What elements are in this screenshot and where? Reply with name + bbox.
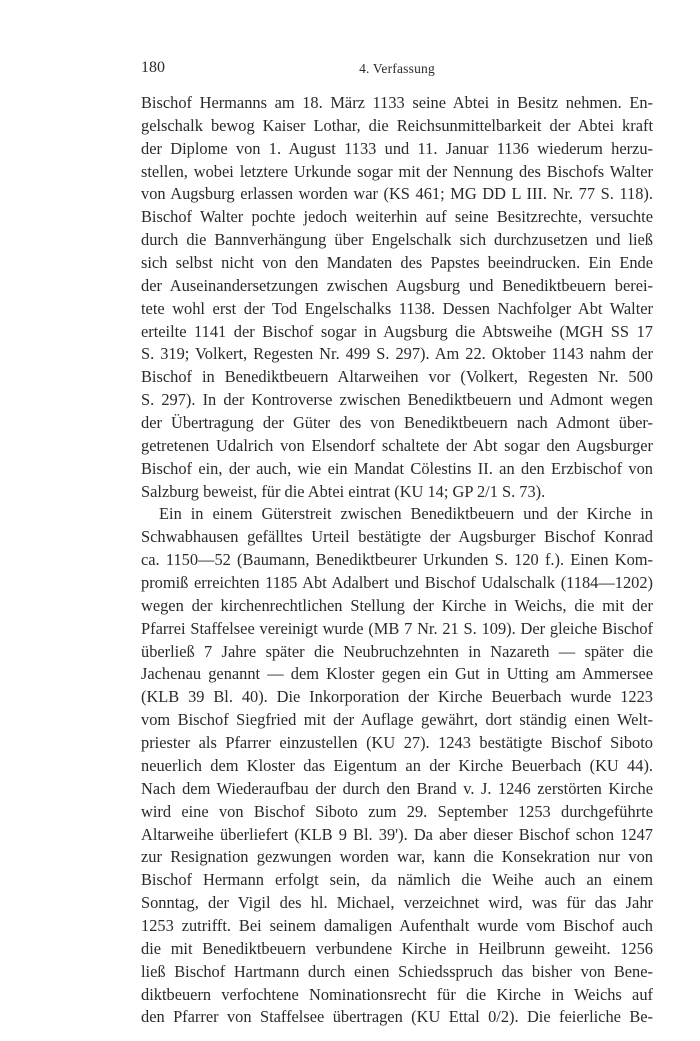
page-number: 180 <box>141 59 165 76</box>
text-line: 1253 zutrifft. Bei seinem damaligen Aufenthalt wurde vom Bischof auch <box>141 915 653 935</box>
text-line: erteilte 1141 der Bischof sogar in Augsburg die Abtsweihe (MGH SS 17 <box>141 321 653 341</box>
text-line: durch die Bannverhängung über Engelschalk sich durchzusetzen und ließ <box>141 230 653 250</box>
text-line: Bischof Hermanns am 18. März 1133 seine Abtei in Besitz nehmen. En- <box>141 93 653 112</box>
text-line: Bischof in Benediktbeuern Altarweihen vor (Volkert, Regesten Nr. 500 <box>141 367 653 387</box>
text-line: die mit Benediktbeuern verbundene Kirche in Heilbrunn geweiht. 1256 <box>141 938 653 958</box>
text-line: ca. 1150—52 (Baumann, Benediktbeurer Urkunden S. 120 f.). Einen Kom- <box>141 550 653 570</box>
body-text <box>141 92 653 1029</box>
text-line: überließ 7 Jahre später die Neubruchzehnten in Nazareth — später die <box>141 641 653 661</box>
text-line: wird eine von Bischof Siboto zum 29. September 1253 durchgeführte <box>141 801 653 821</box>
text-line: wegen der kirchenrechtlichen Stellung der Kirche in Weichs, die mit der <box>141 595 653 615</box>
text-line: Pfarrei Staffelsee vereinigt wurde (MB 7 Nr. 21 S. 109). Der gleiche Bischof <box>141 618 653 638</box>
text-line: Salzburg beweist, für die Abtei eintrat (KU 14; GP 2/1 S. 73). <box>141 481 546 501</box>
text-line: Jachenau genannt — dem Kloster gegen ein Gut in Utting am Ammersee <box>141 664 653 684</box>
text-line: neuerlich dem Kloster das Eigentum an der Kirche Beuerbach (KU 44). <box>141 755 653 775</box>
text-line: S. 319; Volkert, Regesten Nr. 499 S. 297). Am 22. Oktober 1143 nahm der <box>141 344 653 364</box>
text-line: stellen, wobei letztere Urkunde sogar mit der Nennung des Bischofs Walter <box>141 161 653 181</box>
text-line: gelschalk bewog Kaiser Lothar, die Reichsunmittelbarkeit der Abtei kraft <box>141 115 653 135</box>
text-line: Sonntag, der Vigil des hl. Michael, verzeichnet wird, was für das Jahr <box>141 893 653 913</box>
text-line: Bischof Walter pochte jedoch weiterhin auf seine Besitzrechte, versuchte <box>141 207 653 227</box>
text-line: Bischof ein, der auch, wie ein Mandat Cölestins II. an den Erzbischof von <box>141 458 653 478</box>
text-line: diktbeuern verfochtene Nominationsrecht für die Kirche in Weichs auf <box>141 984 653 1004</box>
text-line: Schwabhausen gefälltes Urteil bestätigte der Augsburger Bischof Konrad <box>141 527 653 547</box>
text-line: der Übertragung der Güter des von Benediktbeuern nach Admont über- <box>141 413 653 433</box>
text-line: tete wohl erst der Tod Engelschalks 1138. Dessen Nachfolger Abt Walter <box>141 298 653 318</box>
text-line: Ein in einem Güterstreit zwischen Benediktbeuern und der Kirche in <box>159 504 653 524</box>
text-line: der Diplome von 1. August 1133 und 11. Januar 1136 wiederum herzu- <box>141 138 653 158</box>
text-line: Altarweihe überliefert (KLB 9 Bl. 39'). Da aber dieser Bischof schon 1247 <box>141 824 653 844</box>
text-line: sich selbst nicht von den Mandaten des Papstes beeindrucken. Ein Ende <box>141 253 653 273</box>
text-line: zur Resignation gezwungen worden war, kann die Konsekration nur von <box>141 847 653 867</box>
text-line: Nach dem Wiederaufbau der durch den Brand v. J. 1246 zerstörten Kirche <box>141 778 653 798</box>
running-head: 4. Verfassung <box>359 61 435 76</box>
text-line: S. 297). In der Kontroverse zwischen Benediktbeuern und Admont wegen <box>141 390 653 410</box>
text-line: ließ Bischof Hartmann durch einen Schiedsspruch das bisher von Bene- <box>141 961 653 981</box>
text-line: Bischof Hermann erfolgt sein, da nämlich die Weihe auch an einem <box>141 870 653 890</box>
text-line: (KLB 39 Bl. 40). Die Inkorporation der Kirche Beuerbach wurde 1223 <box>141 687 653 707</box>
text-line: von Augsburg erlassen worden war (KS 461; MG DD L III. Nr. 77 S. 118). <box>141 184 653 204</box>
text-line: priester als Pfarrer einzustellen (KU 27). 1243 bestätigte Bischof Siboto <box>141 733 653 753</box>
text-line: promiß erreichten 1185 Abt Adalbert und Bischof Udalschalk (1184—1202) <box>141 573 653 593</box>
text-line: der Auseinandersetzungen zwischen Augsburg und Benediktbeuern berei- <box>141 275 653 295</box>
text-line: getretenen Udalrich von Elsendorf schaltete der Abt sogar den Augsburger <box>141 435 653 455</box>
text-line: vom Bischof Siegfried mit der Auflage gewährt, dort ständig einen Welt- <box>141 710 653 730</box>
text-line: den Pfarrer von Staffelsee übertragen (KU Ettal 0/2). Die feierliche Be- <box>141 1007 653 1027</box>
